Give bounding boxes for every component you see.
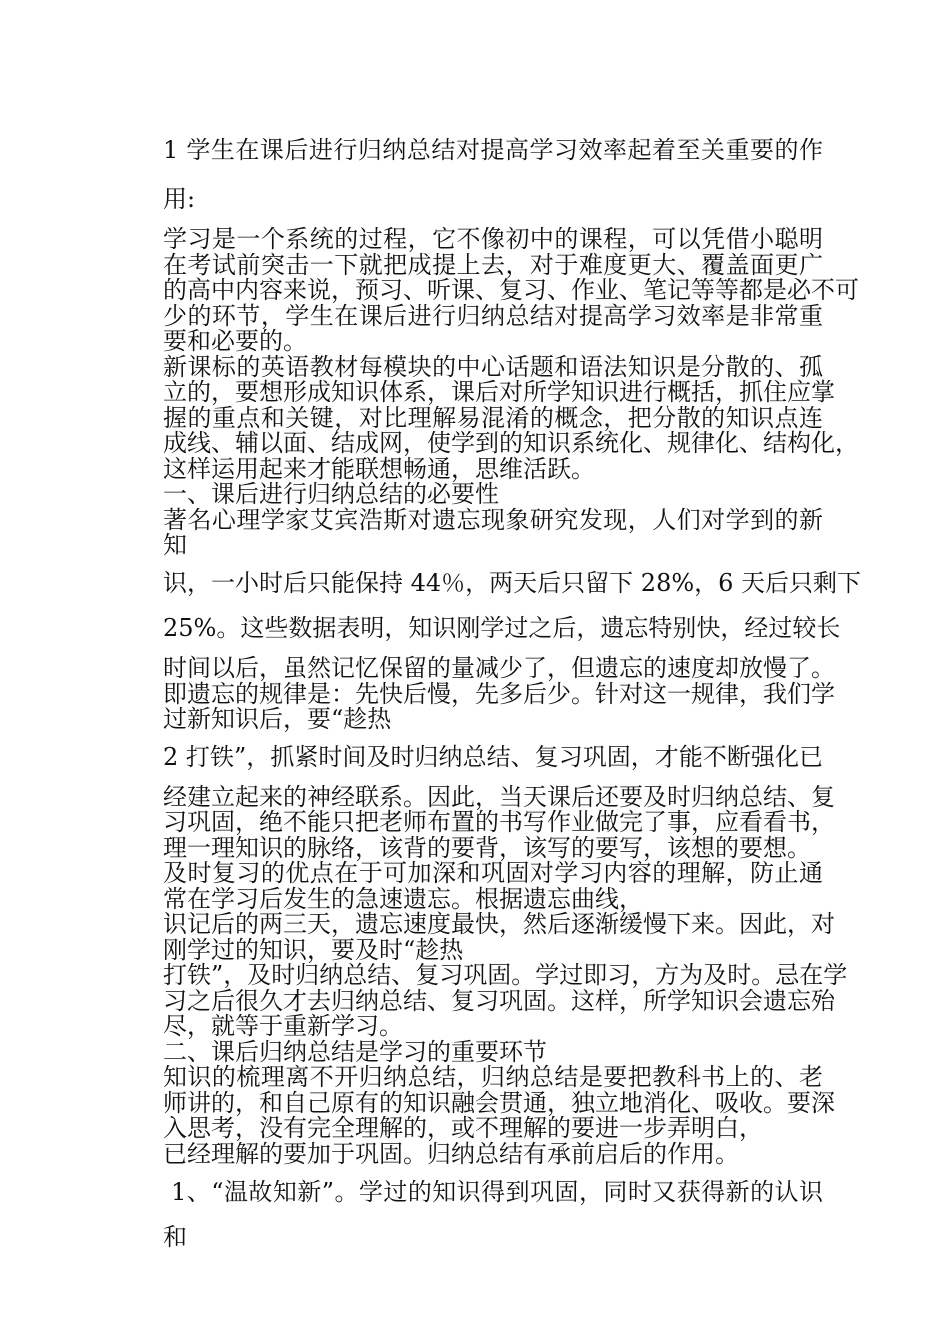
text-line: 师讲的，和自己原有的知识融会贯通，独立地消化、吸收。要深 [163,1089,835,1117]
text-line: 2 打铁”，抓紧时间及时归纳总结、复习巩固，才能不断强化已 [163,743,823,771]
section-heading: 一、课后进行归纳总结的必要性 [163,480,499,508]
text-line: 学习是一个系统的过程，它不像初中的课程，可以凭借小聪明 [163,225,823,253]
text-line: 知 [163,531,187,559]
text-line: 立的，要想形成知识体系，课后对所学知识进行概括，抓住应掌 [163,378,835,406]
text-line: 刚学过的知识，要及时“趁热 [163,936,464,964]
text-line: 成线、辅以面、结成网，使学到的知识系统化、规律化、结构化， [163,429,859,457]
text-line: 习巩固，绝不能只把老师布置的书写作业做完了事，应看看书， [163,808,835,836]
text-line: 经建立起来的神经联系。因此，当天课后还要及时归纳总结、复 [163,783,835,811]
text-line: 习之后很久才去归纳总结、复习巩固。这样，所学知识会遗忘殆 [163,987,835,1015]
text-line: 在考试前突击一下就把成提上去，对于难度更大、覆盖面更广 [163,251,823,279]
text-line: 这样运用起来才能联想畅通，思维活跃。 [163,455,595,483]
text-line: 少的环节，学生在课后进行归纳总结对提高学习效率是非常重 [163,302,823,330]
text-line: 知识的梳理离不开归纳总结，归纳总结是要把教科书上的、老 [163,1063,823,1091]
text-line: 常在学习后发生的急速遗忘。根据遗忘曲线， [163,885,643,913]
section-heading: 二、课后归纳总结是学习的重要环节 [163,1038,547,1066]
text-line: 过新知识后，要“趁热 [163,705,392,733]
text-line: 的高中内容来说，预习、听课、复习、作业、笔记等等都是必不可 [163,276,859,304]
text-line: 尽，就等于重新学习。 [163,1012,403,1040]
text-line: 即遗忘的规律是：先快后慢，先多后少。针对这一规律，我们学 [163,680,835,708]
text-line: 及时复习的优点在于可加深和巩固对学习内容的理解，防止通 [163,859,823,887]
text-line: 理一理知识的脉络，该背的要背，该写的要写，该想的要想。 [163,834,811,862]
text-line: 著名心理学家艾宾浩斯对遗忘现象研究发现，人们对学到的新 [163,506,823,534]
text-line: 握的重点和关键，对比理解易混淆的概念，把分散的知识点连 [163,404,823,432]
text-line: 时间以后，虽然记忆保留的量减少了，但遗忘的速度却放慢了。 [163,654,835,682]
text-line: 要和必要的。 [163,327,307,355]
text-line: 用: [163,185,196,213]
list-item-line: 1、“温故知新”。学过的知识得到巩固，同时又获得新的认识 [163,1178,823,1206]
heading-line: 1 学生在课后进行归纳总结对提高学习效率起着至关重要的作 [163,136,823,164]
text-line: 新课标的英语教材每模块的中心话题和语法知识是分散的、孤 [163,353,823,381]
text-line: 已经理解的要加于巩固。归纳总结有承前启后的作用。 [163,1140,739,1168]
text-line: 和 [163,1223,187,1251]
text-line: 识，一小时后只能保持 44％，两天后只留下 28%，6 天后只剩下 [163,569,862,597]
text-line: 入思考，没有完全理解的，或不理解的要进一步弄明白， [163,1114,763,1142]
text-line: 打铁”，及时归纳总结、复习巩固。学过即习，方为及时。忌在学 [163,961,848,989]
text-line: 识记后的两三天，遗忘速度最快，然后逐渐缓慢下来。因此，对 [163,910,835,938]
text-line: 25%。这些数据表明，知识刚学过之后，遗忘特别快，经过较长 [163,614,841,642]
